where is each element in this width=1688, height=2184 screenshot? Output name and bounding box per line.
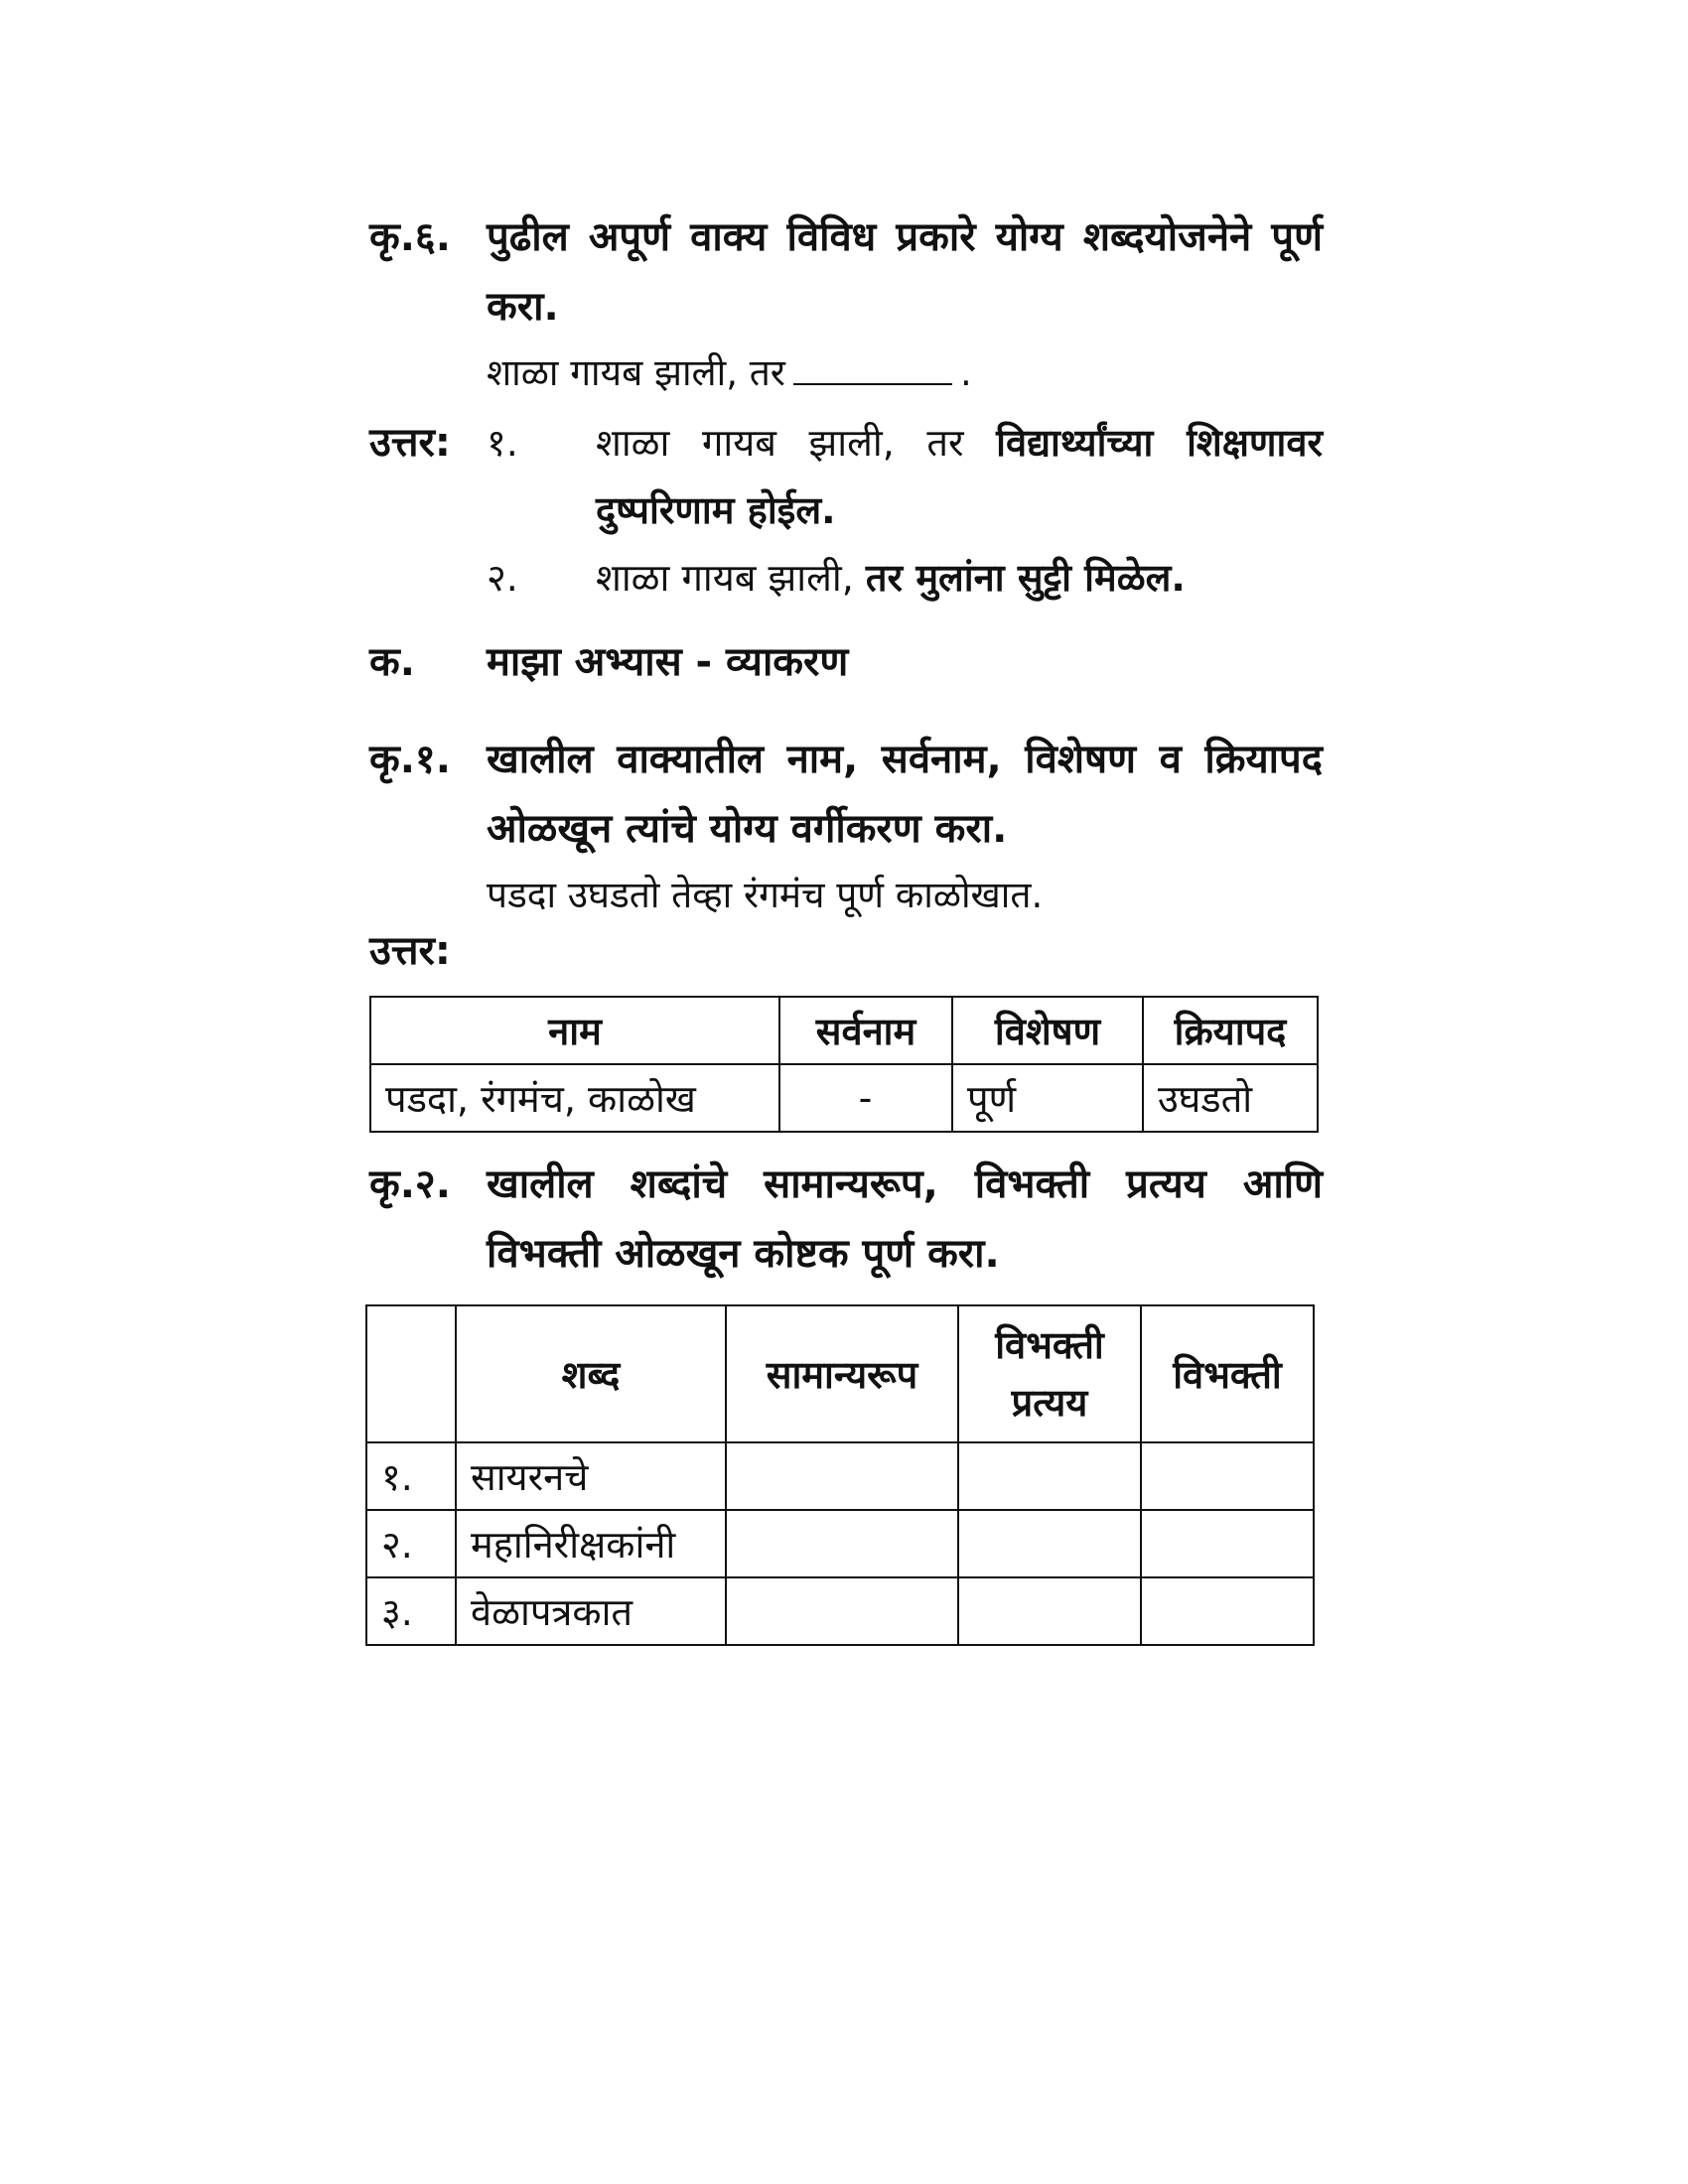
table-cell: - [779, 1064, 952, 1132]
table-row [366, 1510, 1314, 1577]
answer-number: २. [487, 556, 518, 600]
empty-cell[interactable] [1141, 1442, 1314, 1510]
word-cell: वेळापत्रकात [456, 1577, 726, 1645]
header-cell: क्रियापद [1143, 997, 1318, 1064]
case-table [365, 1304, 1315, 1646]
header-cell: सामान्यरूप [726, 1305, 958, 1442]
section-letter: क. [369, 639, 415, 685]
header-cell: शब्द [456, 1305, 726, 1442]
answer-6 [369, 409, 1323, 612]
answer-label: उत्तर: [369, 420, 451, 466]
given-sentence: पडदा उघडतो तेव्हा रंगमंच पूर्ण काळोखात. [487, 874, 1044, 916]
word-cell: महानिरीक्षकांनी [456, 1510, 726, 1577]
answer-number: १. [487, 421, 518, 465]
answer-blank [793, 343, 952, 385]
question-text: खालील वाक्यातील नाम, सर्वनाम, विशेषण व क्रियापद ओळखून त्यांचे योग्य वर्गीकरण करा. [487, 737, 1323, 852]
header-cell [366, 1305, 456, 1442]
empty-cell[interactable] [726, 1510, 958, 1577]
row-number: २. [366, 1510, 456, 1577]
table-cell: उघडतो [1143, 1064, 1318, 1132]
section-title: माझा अभ्यास - व्याकरण [487, 639, 849, 685]
row-number: १. [366, 1442, 456, 1510]
question-number: कृ.२. [369, 1161, 451, 1207]
question-number: कृ.१. [369, 737, 451, 782]
empty-cell[interactable] [958, 1510, 1141, 1577]
incomplete-sentence: शाळा गायब झाली, तर . [487, 341, 1323, 405]
answer-text: शाळा गायब झाली, तर मुलांना सुट्टी मिळेल. [596, 556, 1186, 600]
header-cell: विशेषण [952, 997, 1143, 1064]
question-text: पुढील अपूर्ण वाक्य विविध प्रकारे योग्य शब्दयोजनेने पूर्ण करा. [487, 214, 1323, 330]
row-number: ३. [366, 1577, 456, 1645]
header-cell: नाम [370, 997, 779, 1064]
question-number: कृ.६. [369, 214, 451, 260]
header-cell: सर्वनाम [779, 997, 952, 1064]
empty-cell[interactable] [958, 1442, 1141, 1510]
empty-cell[interactable] [726, 1577, 958, 1645]
word-cell: सायरनचे [456, 1442, 726, 1510]
table-cell: पडदा, रंगमंच, काळोख [370, 1064, 779, 1132]
question-2 [369, 1150, 1323, 1289]
question-text: खालील शब्दांचे सामान्यरूप, विभक्ती प्रत्यय आणि विभक्ती ओळखून कोष्टक पूर्ण करा. [487, 1161, 1323, 1277]
question-6 [369, 203, 1323, 405]
table-row [366, 1442, 1314, 1510]
empty-cell[interactable] [1141, 1577, 1314, 1645]
header-cell: विभक्ती प्रत्यय [958, 1305, 1141, 1442]
empty-cell[interactable] [726, 1442, 958, 1510]
empty-cell[interactable] [1141, 1510, 1314, 1577]
header-cell: विभक्ती [1141, 1305, 1314, 1442]
classification-table [369, 996, 1319, 1133]
answer-label: उत्तर: [369, 928, 451, 974]
table-row [366, 1577, 1314, 1645]
section-heading [369, 627, 1323, 697]
answer-text: शाळा गायब झाली, तर विद्यार्थ्यांच्या शिक्षणावर दुष्परिणाम होईल. [596, 421, 1323, 532]
table-cell: पूर्ण [952, 1064, 1143, 1132]
table-row [370, 1064, 1318, 1132]
empty-cell[interactable] [958, 1577, 1141, 1645]
question-1 [369, 725, 1323, 927]
